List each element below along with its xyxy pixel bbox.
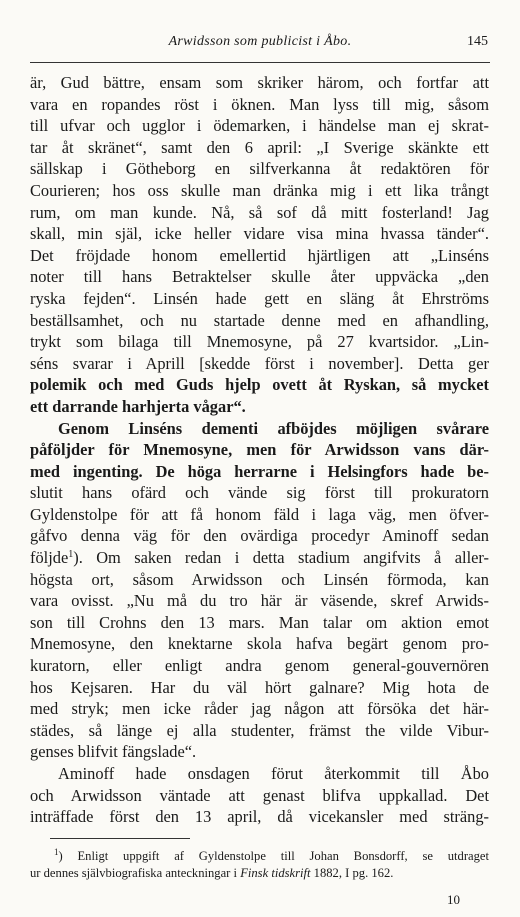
footnote-ref: 1 [68, 549, 74, 561]
text-line: vara en ropandes röst i öknen. Man lyss till mig, såsom [30, 94, 489, 114]
footnote-mark: 1 [54, 847, 59, 857]
footnote-line [30, 865, 489, 882]
text-line: genses blifvit fängslade“. [30, 742, 197, 762]
text-fragment: ). Om saken redan i detta stadium angifvits å aller- [73, 548, 489, 568]
text-line-bold: påföljder för Mnemosyne, men för Arwidsson vans där- [30, 440, 489, 460]
text-line-bold: Genom Linséns dementi afböjdes möjligen svårare [58, 418, 489, 438]
text-line-bold: polemik och med Guds hjelp ovett åt Ryskan, så mycket [30, 375, 489, 395]
text-line: slutit hans ofärd och vände sig först till prokuratorn [30, 483, 489, 503]
text-line: skall, min själ, icke heller vidare visa mina hvassa tänder“. [30, 224, 489, 244]
text-line: son till Crohns den 13 mars. Man talar om aktion emot [30, 612, 489, 632]
text-line: sällskap i Götheborg en silfverkanna åt redaktören för [30, 159, 489, 179]
footnote [30, 848, 489, 882]
running-title: Arwidsson som publicist i Åbo. [168, 34, 352, 49]
text-line: trykt som bilaga till Mnemosyne, på 27 kvartsidor. „Lin- [30, 332, 489, 352]
footnote-line [30, 848, 489, 865]
text-line: hos Kejsaren. Har du väl hört galnare? Mig hota de [30, 677, 489, 697]
text-line: tar åt skränet“, samt den 6 april: „I Sverige skänkte ett [30, 137, 489, 157]
journal-title: Finsk tidskrift [240, 866, 311, 880]
text-line: och Arwidsson väntade att genast blifva uppkallad. Det [30, 785, 489, 805]
text-line: Aminoff hade onsdagen förut återkommit till Åbo [58, 764, 489, 783]
footnote-text: 1882, I pg. 162. [310, 866, 394, 880]
text-fragment: följde [30, 548, 69, 568]
text-line: är, Gud bättre, ensam som skriker härom, och fortfar att [30, 73, 489, 92]
text-line: till ufvar och ugglor i ödemarken, i händelse man ej skrat- [30, 116, 489, 136]
text-line: med stryk; men icke råder jag någon att försöka det här- [30, 699, 489, 719]
text-line: kuratorn, eller enligt andra genom general-gouvernören [30, 656, 489, 676]
text-line: beställsamhet, och nu startade denne med en afhandling, [30, 310, 489, 330]
text-line: inträffade först den 13 april, då vicekansler med sträng- [30, 807, 489, 827]
text-line: séns svarar i Aprill [skedde först i november]. Detta ger [30, 353, 489, 373]
text-line: högsta ort, såsom Arwidsson och Linsén förmoda, kan [30, 569, 489, 589]
text-line-bold: med ingenting. De höga herrarne i Helsingfors hade be- [30, 461, 489, 481]
text-line-bold: ett darrande harhjerta vågar“. [30, 396, 246, 416]
text-line: Courieren; hos oss skulle man dränka mig i ett lika trångt [30, 180, 489, 200]
text-line: Gyldenstolpe för att få honom fäld i laga väg, men öfver- [30, 504, 489, 524]
text-line-with-footnote [30, 547, 489, 569]
text-line: Det fröjdade honom emellertid hjärtligen att „Linséns [30, 245, 489, 265]
footnote-text: ) Enligt uppgift af Gyldenstolpe till Johan Bonsdorff, se utdraget [58, 849, 489, 863]
footnote-text: ur dennes självbiografiska anteckningar i [30, 866, 241, 880]
text-line: gåfvo denna väg för den ovärdiga procedyr Aminoff sedan [30, 526, 489, 546]
text-line: rum, om man kunde. Nå, så sof då mitt fosterland! Jag [30, 202, 489, 222]
text-line: ryska fejden“. Linsén hade gett en släng åt Ehrströms [30, 288, 489, 308]
body-text [30, 72, 489, 828]
text-line: vara ovisst. „Nu må du tro här är väsende, skref Arwids- [30, 591, 489, 611]
header-rule [30, 62, 490, 63]
signature-mark: 10 [447, 892, 460, 907]
running-head [30, 34, 490, 58]
text-line: Mnemosyne, den knektarne skola hafva begärt genom pro- [30, 634, 489, 654]
page-number: 145 [467, 34, 488, 49]
text-line: noter till hans Betraktelser skulle åter uppväcka „den [30, 267, 489, 287]
text-line: städes, så länge ej alla studenter, främst the vilde Vibur- [30, 720, 489, 740]
footnote-rule [50, 838, 190, 839]
